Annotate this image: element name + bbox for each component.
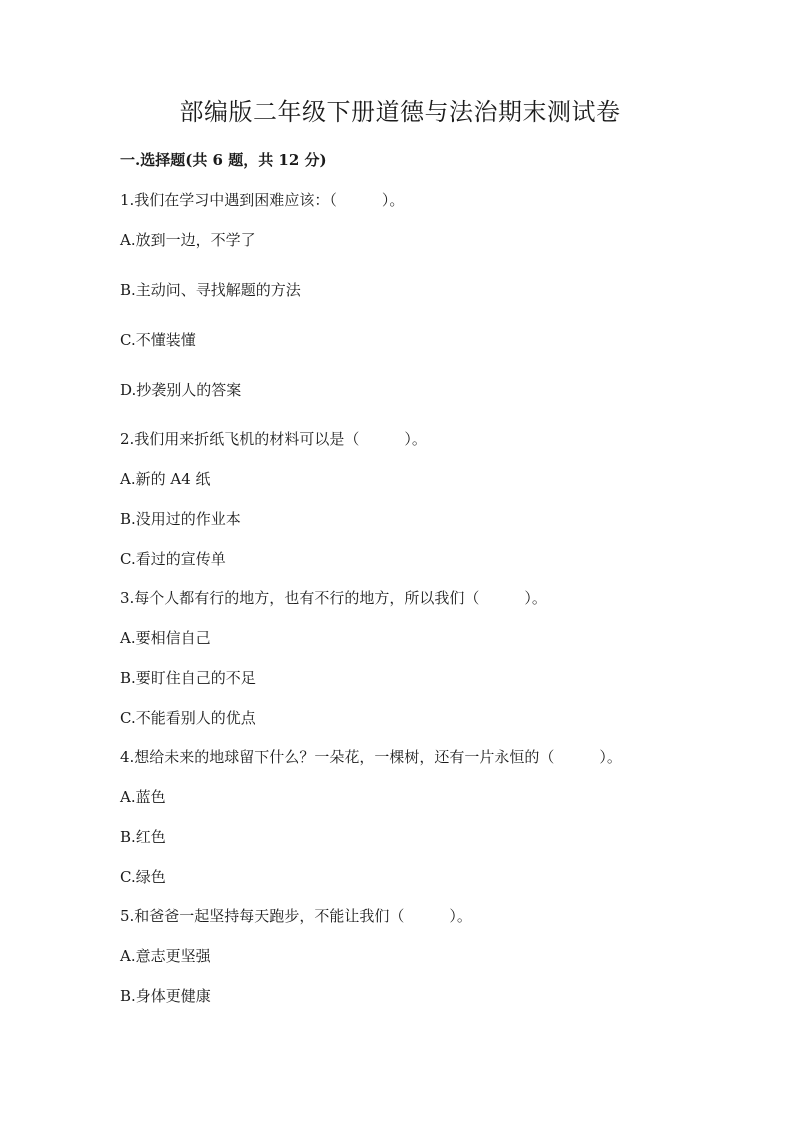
question-3-option-a: A.要相信自己	[120, 629, 211, 647]
page-title: 部编版二年级下册道德与法治期末测试卷	[179, 98, 621, 126]
question-2-option-b: B.没用过的作业本	[120, 510, 241, 528]
question-5-option-a: A.意志更坚强	[120, 947, 211, 965]
question-1-option-b: B.主动问、寻找解题的方法	[120, 281, 301, 299]
question-3-option-c: C.不能看别人的优点	[120, 709, 256, 727]
question-2-stem: 2.我们用来折纸飞机的材料可以是（ ）。	[120, 430, 427, 448]
question-1-option-c: C.不懂装懂	[120, 331, 196, 349]
question-1-option-a: A.放到一边，不学了	[120, 231, 256, 249]
question-4-option-b: B.红色	[120, 828, 166, 846]
question-3-option-b: B.要盯住自己的不足	[120, 669, 256, 687]
section-heading: 一.选择题(共 6 题，共 12 分)	[120, 151, 327, 169]
question-4-option-c: C.绿色	[120, 868, 166, 886]
question-2-option-c: C.看过的宣传单	[120, 550, 226, 568]
question-4-option-a: A.蓝色	[120, 788, 166, 806]
question-5-stem: 5.和爸爸一起坚持每天跑步，不能让我们（ ）。	[120, 907, 472, 925]
question-4-stem: 4.想给未来的地球留下什么？一朵花，一棵树，还有一片永恒的（ ）。	[120, 748, 622, 766]
question-1-option-d: D.抄袭别人的答案	[120, 381, 242, 399]
question-2-option-a: A.新的 A4 纸	[120, 470, 211, 488]
question-3-stem: 3.每个人都有行的地方，也有不行的地方，所以我们（ ）。	[120, 589, 547, 607]
question-1-stem: 1.我们在学习中遇到困难应该：（ ）。	[120, 191, 405, 209]
question-5-option-b: B.身体更健康	[120, 987, 211, 1005]
